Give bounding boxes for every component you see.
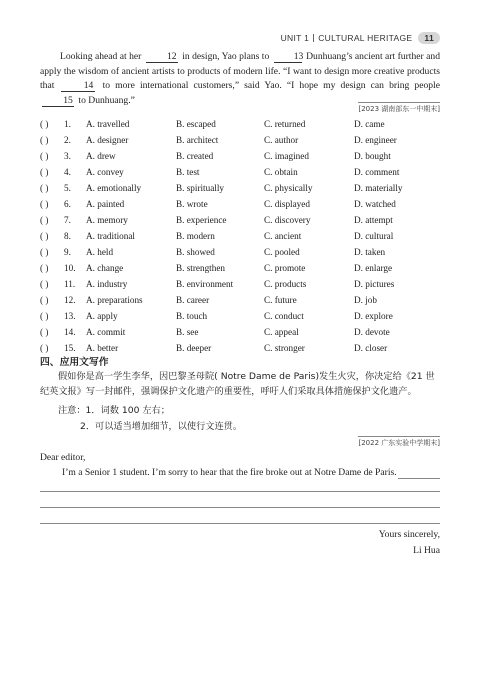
option-row [40, 212, 440, 228]
option-a: A. preparations [86, 295, 143, 305]
option-row [40, 308, 440, 324]
passage-text: Dunhuang’s ancient art further and apply the wisdom of ancient artists to products of modern life. “I want to design more creative products that [40, 51, 440, 91]
question-number: 3. [64, 151, 71, 161]
question-number: 6. [64, 199, 71, 209]
option-d: D. devote [354, 327, 390, 337]
option-row [40, 292, 440, 308]
option-a: A. painted [86, 199, 125, 209]
option-c: C. promote [264, 263, 306, 273]
option-row [40, 228, 440, 244]
source-label-2: [2022 广东实验中学期末] [358, 436, 440, 448]
letter-greeting: Dear editor, [40, 452, 86, 463]
answer-paren: ( ) [40, 151, 49, 161]
option-b: B. touch [176, 311, 208, 321]
option-b: B. experience [176, 215, 227, 225]
option-b: B. test [176, 167, 200, 177]
answer-paren: ( ) [40, 231, 49, 241]
option-row [40, 196, 440, 212]
option-c: C. conduct [264, 311, 304, 321]
option-c: C. appeal [264, 327, 299, 337]
option-c: C. stronger [264, 343, 305, 353]
option-a: A. designer [86, 135, 129, 145]
header-divider [313, 34, 314, 42]
option-c: C. physically [264, 183, 313, 193]
option-b: B. strengthen [176, 263, 225, 273]
option-a: A. commit [86, 327, 126, 337]
passage-text: in design, Yao plans to [179, 51, 272, 62]
option-row [40, 164, 440, 180]
passage-text: to more international customers,” said Yao. “I hope my design can bring people [97, 80, 440, 91]
unit-label: UNIT 1 [280, 33, 310, 43]
question-number: 7. [64, 215, 71, 225]
option-row [40, 148, 440, 164]
question-number: 15. [64, 343, 76, 353]
writing-prompt: 假如你是高一学生李华，因巴黎圣母院( Notre Dame de Paris)发生火灾，你决定给《21 世纪英文报》写一封邮件，强调保护文化遗产的重要性，呼吁人们采取具体措施保护文化遗产。 [40, 371, 435, 397]
letter-signature: Li Hua [413, 545, 440, 556]
letter-opening: I’m a Senior 1 student. I’m sorry to hear that the fire broke out at Notre Dame de Paris. [62, 467, 397, 478]
option-d: D. closer [354, 343, 388, 353]
answer-paren: ( ) [40, 135, 49, 145]
options-list [40, 116, 440, 356]
letter-closing: Yours sincerely, [378, 529, 440, 540]
question-number: 13. [64, 311, 76, 321]
option-row [40, 180, 440, 196]
option-row [40, 132, 440, 148]
option-c: C. discovery [264, 215, 311, 225]
option-a: A. change [86, 263, 124, 273]
option-c: C. author [264, 135, 299, 145]
option-d: D. explore [354, 311, 393, 321]
option-d: D. cultural [354, 231, 394, 241]
source-label-1: [2023 湖南部东一中期末] [358, 102, 440, 114]
answer-paren: ( ) [40, 183, 49, 193]
passage-text: to Dunhuang.” [76, 94, 135, 106]
option-a: A. memory [86, 215, 128, 225]
option-a: A. convey [86, 167, 124, 177]
answer-paren: ( ) [40, 327, 49, 337]
answer-paren: ( ) [40, 167, 49, 177]
option-a: A. held [86, 247, 114, 257]
option-b: B. showed [176, 247, 215, 257]
option-c: C. obtain [264, 167, 298, 177]
option-row [40, 260, 440, 276]
option-b: B. deeper [176, 343, 212, 353]
option-c: C. products [264, 279, 307, 289]
option-c: C. ancient [264, 231, 302, 241]
question-number: 14. [64, 327, 76, 337]
option-c: C. pooled [264, 247, 300, 257]
question-number: 9. [64, 247, 71, 257]
option-d: D. enlarge [354, 263, 393, 273]
option-b: B. architect [176, 135, 219, 145]
option-a: A. traditional [86, 231, 135, 241]
option-b: B. modern [176, 231, 215, 241]
option-d: D. comment [354, 167, 400, 177]
answer-paren: ( ) [40, 119, 49, 129]
page-number: 11 [418, 32, 440, 44]
question-number: 4. [64, 167, 71, 177]
option-a: A. better [86, 343, 119, 353]
option-c: C. returned [264, 119, 306, 129]
answer-paren: ( ) [40, 295, 49, 305]
question-number: 8. [64, 231, 71, 241]
option-d: D. pictures [354, 279, 395, 289]
blank-12: 12 [146, 51, 178, 63]
answer-paren: ( ) [40, 279, 49, 289]
option-b: B. created [176, 151, 214, 161]
option-a: A. emotionally [86, 183, 142, 193]
writing-line [398, 478, 440, 479]
option-b: B. career [176, 295, 210, 305]
option-b: B. spiritually [176, 183, 224, 193]
writing-line [40, 491, 440, 492]
option-d: D. taken [354, 247, 386, 257]
option-a: A. industry [86, 279, 128, 289]
passage-paragraph [40, 50, 440, 108]
option-b: B. see [176, 327, 199, 337]
question-number: 10. [64, 263, 76, 273]
writing-line [40, 507, 440, 508]
option-row [40, 276, 440, 292]
option-row [40, 116, 440, 132]
blank-14: 14 [61, 80, 95, 92]
option-a: A. drew [86, 151, 116, 161]
answer-paren: ( ) [40, 311, 49, 321]
page-header [281, 32, 440, 44]
unit-title: CULTURAL HERITAGE [318, 33, 413, 43]
answer-paren: ( ) [40, 343, 49, 353]
option-b: B. environment [176, 279, 234, 289]
option-b: B. escaped [176, 119, 216, 129]
passage-text: Looking ahead at her [60, 51, 144, 62]
option-a: A. travelled [86, 119, 130, 129]
option-d: D. bought [354, 151, 391, 161]
blank-13: 13 [274, 51, 302, 63]
option-a: A. apply [86, 311, 118, 321]
answer-paren: ( ) [40, 199, 49, 209]
option-d: D. came [354, 119, 385, 129]
option-row [40, 244, 440, 260]
question-number: 12. [64, 295, 76, 305]
question-number: 5. [64, 183, 71, 193]
note-2: 2．可以适当增加细节，以使行文连贯。 [80, 421, 243, 432]
answer-paren: ( ) [40, 215, 49, 225]
option-d: D. engineer [354, 135, 397, 145]
option-d: D. watched [354, 199, 396, 209]
blank-15: 15 [42, 95, 74, 107]
option-d: D. materially [354, 183, 403, 193]
option-c: C. future [264, 295, 297, 305]
note-1: 注意：1．词数 100 左右； [58, 405, 170, 416]
section-title: 四、应用文写作 [40, 357, 109, 368]
option-d: D. attempt [354, 215, 393, 225]
question-number: 11. [64, 279, 76, 289]
option-row [40, 324, 440, 340]
option-c: C. displayed [264, 199, 310, 209]
question-number: 1. [64, 119, 71, 129]
writing-line [40, 523, 440, 524]
option-b: B. wrote [176, 199, 208, 209]
option-d: D. job [354, 295, 377, 305]
answer-paren: ( ) [40, 247, 49, 257]
option-c: C. imagined [264, 151, 309, 161]
question-number: 2. [64, 135, 71, 145]
answer-paren: ( ) [40, 263, 49, 273]
